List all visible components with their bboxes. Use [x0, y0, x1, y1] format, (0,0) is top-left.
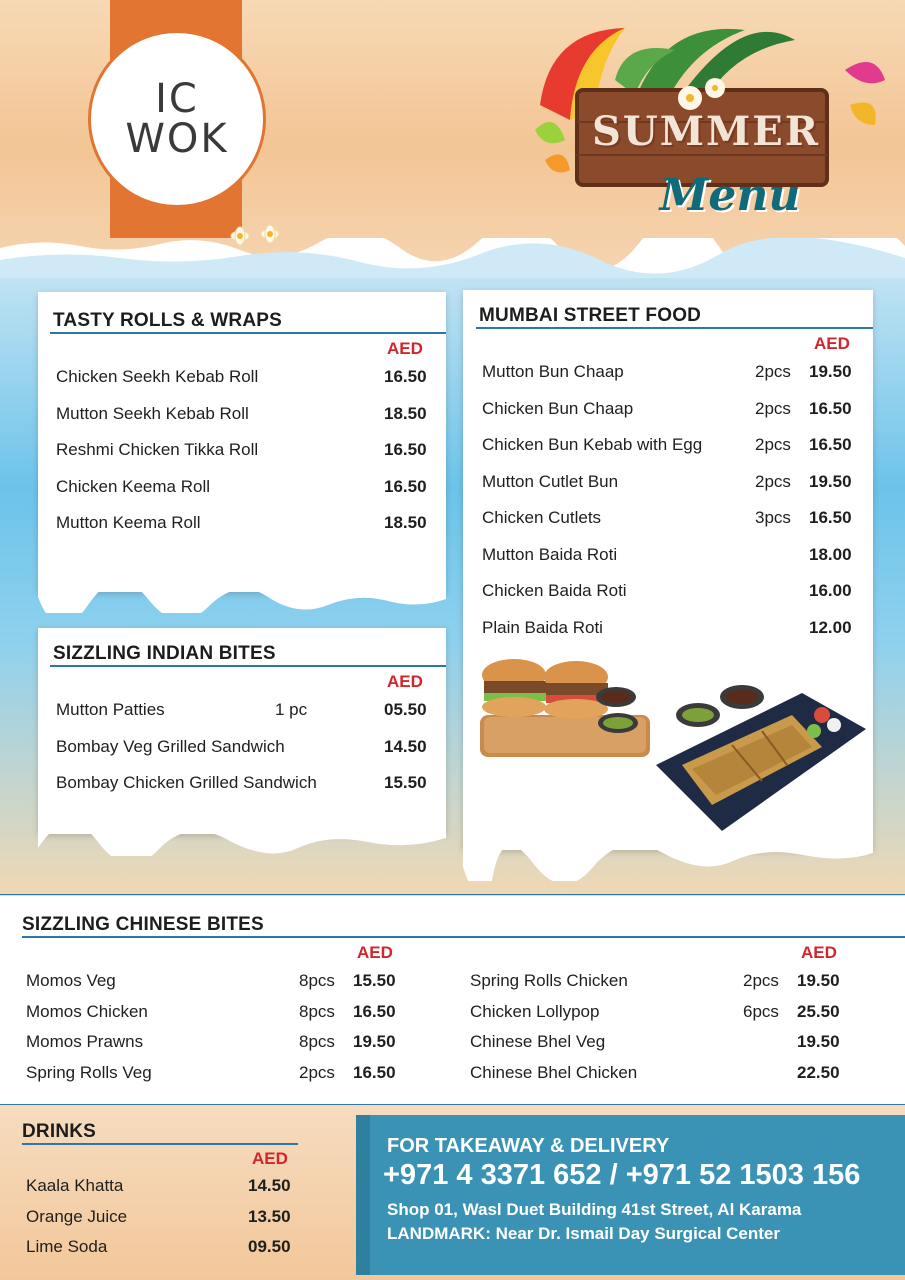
chinese-item [470, 1031, 845, 1053]
item-price: 16.50 [353, 1062, 396, 1082]
chinese-item [26, 1062, 401, 1084]
item-quantity: 2pcs [743, 971, 779, 990]
drink-item [26, 1206, 296, 1228]
item-quantity: 8pcs [299, 1032, 335, 1051]
item-price: 22.50 [797, 1062, 840, 1082]
chinese-item [470, 1001, 845, 1023]
item-price: 16.50 [353, 1001, 396, 1021]
item-price: 16.50 [384, 367, 427, 386]
rolls-card-torn-edge [38, 585, 446, 613]
chinese-item [470, 970, 845, 992]
drinks-currency: AED [252, 1149, 288, 1168]
rolls-title-rule [50, 332, 446, 334]
mumbai-currency: AED [814, 334, 850, 353]
item-price: 19.50 [797, 971, 840, 990]
item-quantity: 2pcs [755, 435, 791, 454]
item-name: Chicken Lollypop [470, 1001, 600, 1021]
item-name: Kaala Khatta [26, 1176, 124, 1195]
chinese-item [470, 1062, 845, 1084]
item-name: Momos Prawns [26, 1032, 144, 1051]
roll-item [56, 403, 431, 425]
contact-address: Shop 01, Wasl Duet Building 41st Street, Al Karama [387, 1200, 802, 1219]
item-price: 16.50 [384, 440, 427, 459]
splash-icon [845, 62, 885, 83]
item-quantity: 6pcs [743, 1001, 779, 1021]
item-name: Bombay Veg Grilled Sandwich [56, 736, 285, 756]
item-price: 18.00 [809, 544, 852, 564]
item-price: 19.50 [809, 471, 852, 491]
item-price: 16.50 [809, 435, 852, 454]
mumbai-item [482, 471, 857, 493]
mumbai-item [482, 398, 857, 420]
drinks-title-rule [22, 1143, 298, 1145]
baida-roti-plate-image [652, 685, 870, 835]
item-name: Spring Rolls Chicken [470, 971, 628, 990]
item-price: 16.50 [809, 398, 852, 418]
item-quantity: 2pcs [299, 1062, 335, 1082]
bun-chaap-plate-image [476, 655, 656, 765]
mumbai-item [482, 580, 857, 602]
indian-item [56, 736, 431, 758]
item-price: 15.50 [353, 971, 396, 990]
indian-item [56, 772, 431, 794]
torn-paper-edge [0, 238, 905, 278]
item-price: 19.50 [797, 1032, 840, 1051]
roll-item [56, 366, 431, 388]
item-name: Mutton Bun Chaap [482, 362, 624, 381]
logo-text: IC WOK [125, 76, 229, 162]
summer-heading: SUMMER [591, 108, 821, 155]
item-price: 12.00 [809, 617, 852, 637]
item-name: Momos Chicken [26, 1001, 148, 1021]
item-price: 14.50 [384, 736, 427, 756]
item-name: Mutton Keema Roll [56, 513, 201, 532]
indian-item [56, 699, 431, 721]
menu-heading: Menu [659, 170, 801, 221]
drink-item [26, 1236, 296, 1258]
item-quantity: 2pcs [755, 398, 791, 418]
item-name: Mutton Cutlet Bun [482, 471, 619, 491]
item-price: 18.50 [384, 513, 427, 532]
chinese-top-rule [0, 894, 905, 895]
item-name: Chicken Baida Roti [482, 581, 627, 600]
chinese-title-rule [22, 936, 905, 938]
item-price: 16.50 [809, 508, 852, 527]
chinese-currency-left: AED [357, 943, 393, 962]
indian-title-rule [50, 665, 446, 667]
item-name: Chicken Bun Chaap [482, 398, 634, 418]
chinese-title: SIZZLING CHINESE BITES [22, 914, 264, 935]
roll-item [56, 439, 431, 461]
item-price: 16.00 [809, 581, 852, 600]
item-price: 16.50 [384, 476, 427, 496]
mumbai-title-rule [476, 327, 873, 329]
roll-item [56, 512, 431, 534]
contact-landmark: LANDMARK: Near Dr. Ismail Day Surgical Center [387, 1224, 780, 1243]
item-price: 18.50 [384, 403, 427, 423]
item-price: 19.50 [353, 1032, 396, 1051]
item-name: Mutton Baida Roti [482, 544, 618, 564]
indian-currency: AED [387, 672, 423, 691]
logo [88, 30, 266, 208]
item-name: Chicken Keema Roll [56, 476, 211, 496]
item-name: Reshmi Chicken Tikka Roll [56, 440, 259, 459]
rolls-title: TASTY ROLLS & WRAPS [53, 310, 282, 331]
item-quantity: 2pcs [755, 362, 791, 381]
item-quantity: 1 pc [275, 700, 308, 719]
roll-item [56, 476, 431, 498]
mumbai-item [482, 361, 857, 383]
contact-heading: FOR TAKEAWAY & DELIVERY [387, 1135, 670, 1157]
mumbai-item [482, 434, 857, 456]
item-name: Chicken Seekh Kebab Roll [56, 367, 259, 386]
item-name: Mutton Seekh Kebab Roll [56, 403, 249, 423]
mumbai-item [482, 507, 857, 529]
item-name: Momos Veg [26, 971, 116, 990]
item-price: 13.50 [248, 1206, 291, 1226]
item-quantity: 3pcs [755, 508, 791, 527]
item-name: Bombay Chicken Grilled Sandwich [56, 773, 317, 792]
drink-item [26, 1175, 296, 1197]
mumbai-item [482, 544, 857, 566]
item-name: Lime Soda [26, 1237, 108, 1256]
item-name: Plain Baida Roti [482, 617, 603, 637]
indian-card-torn-edge [38, 828, 446, 856]
item-quantity: 8pcs [299, 1001, 335, 1021]
item-price: 09.50 [248, 1237, 291, 1256]
mumbai-item [482, 617, 857, 639]
item-name: Chicken Bun Kebab with Egg [482, 435, 703, 454]
item-price: 05.50 [384, 700, 427, 719]
contact-phones[interactable]: +971 4 3371 652 / +971 52 1503 156 [383, 1159, 861, 1191]
item-price: 25.50 [797, 1001, 840, 1021]
rolls-currency: AED [387, 339, 423, 358]
item-price: 19.50 [809, 362, 852, 381]
item-name: Mutton Patties [56, 700, 165, 719]
item-name: Spring Rolls Veg [26, 1062, 152, 1082]
chinese-item [26, 1001, 401, 1023]
drinks-title: DRINKS [22, 1121, 97, 1142]
mumbai-card-torn-edge [463, 845, 873, 881]
item-price: 14.50 [248, 1176, 291, 1195]
item-price: 15.50 [384, 773, 427, 792]
item-name: Orange Juice [26, 1206, 128, 1226]
indian-title: SIZZLING INDIAN BITES [53, 643, 276, 664]
item-quantity: 2pcs [755, 471, 791, 491]
chinese-currency-right: AED [801, 943, 837, 962]
item-quantity: 8pcs [299, 971, 335, 990]
mumbai-title: MUMBAI STREET FOOD [479, 305, 702, 326]
item-name: Chinese Bhel Veg [470, 1032, 606, 1051]
chinese-item [26, 970, 401, 992]
item-name: Chicken Cutlets [482, 508, 602, 527]
item-name: Chinese Bhel Chicken [470, 1062, 638, 1082]
chinese-item [26, 1031, 401, 1053]
